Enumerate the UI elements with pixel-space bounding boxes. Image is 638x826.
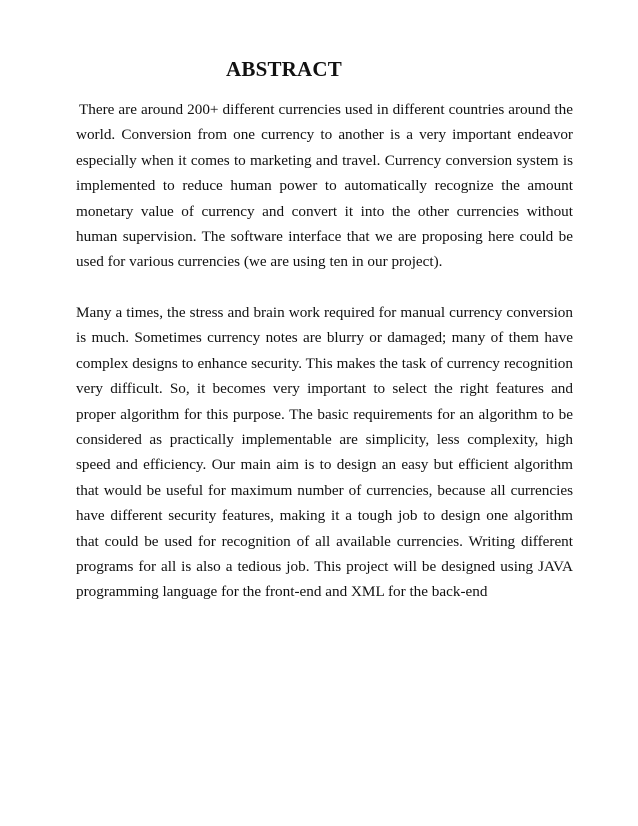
abstract-paragraph-1: There are around 200+ different currencies used in different countries around the world. Conversion from one currency to another is a very important endeavor especially when it comes to marketing and travel. Currency conversion system is implemented to reduce human power to automatically recognize the amount monetary value of currency and convert it into the other currencies without human supervision. The software interface that we are proposing here could be used for various currencies (we are using ten in our project). (76, 101, 573, 271)
abstract-paragraph-2: Many a times, the stress and brain work required for manual currency conversion is much. Sometimes currency notes are blurry or damaged; many of them have complex designs to enhance security. This makes the task of currency recognition very difficult. So, it becomes very important to select the right features and proper algorithm for this purpose. The basic requirements for an algorithm to be considered as practically implementable are simplicity, less complexity, high speed and efficiency. Our main aim is to design an easy but efficient algorithm that would be useful for maximum number of currencies, because all currencies have different security features, making it a tough job to design one algorithm that could be used for recognition of all available currencies. Writing different programs for all is also a tedious job. This project will be designed using JAVA programming language for the front-end and XML for the back-end (76, 304, 573, 601)
page-title: ABSTRACT (226, 57, 342, 81)
